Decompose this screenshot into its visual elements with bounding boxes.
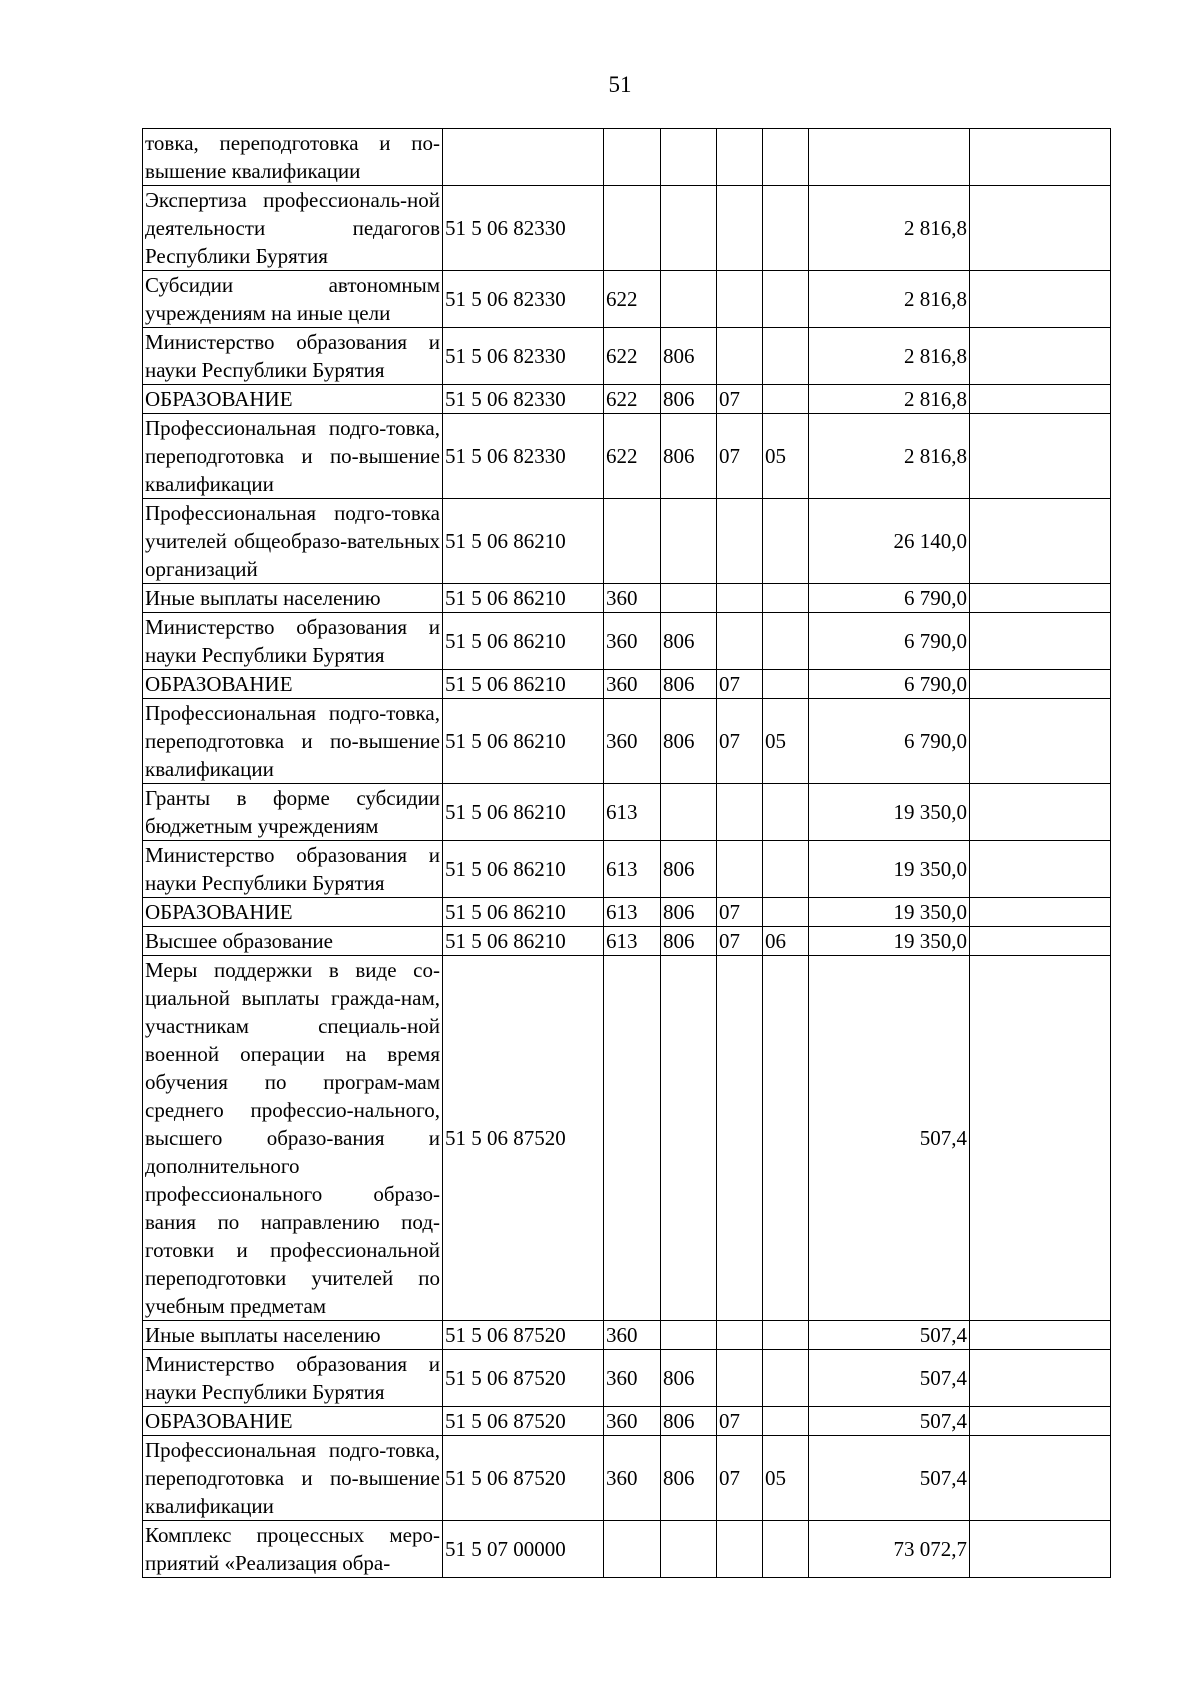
section-code: 07 [717, 1407, 763, 1436]
target-article-code: 51 5 06 86210 [443, 584, 604, 613]
table-row [143, 186, 1111, 271]
amount: 2 816,8 [809, 328, 970, 385]
amount: 2 816,8 [809, 414, 970, 499]
expense-type-code: 622 [604, 414, 661, 499]
subsection-code [763, 499, 809, 584]
administrator-code [661, 129, 717, 186]
extra-column [970, 613, 1111, 670]
amount: 2 816,8 [809, 186, 970, 271]
table-row [143, 1521, 1111, 1578]
amount: 2 816,8 [809, 385, 970, 414]
amount: 6 790,0 [809, 584, 970, 613]
extra-column [970, 1350, 1111, 1407]
expense-type-code: 360 [604, 613, 661, 670]
row-name: ОБРАЗОВАНИЕ [143, 898, 443, 927]
extra-column [970, 784, 1111, 841]
expense-type-code [604, 186, 661, 271]
subsection-code: 06 [763, 927, 809, 956]
subsection-code [763, 385, 809, 414]
amount: 507,4 [809, 1350, 970, 1407]
extra-column [970, 1321, 1111, 1350]
row-name: Министерство образования и науки Республики Бурятия [143, 613, 443, 670]
budget-table [142, 128, 1111, 1578]
subsection-code [763, 956, 809, 1321]
table-row [143, 898, 1111, 927]
amount: 19 350,0 [809, 927, 970, 956]
extra-column [970, 129, 1111, 186]
section-code: 07 [717, 414, 763, 499]
subsection-code [763, 613, 809, 670]
target-article-code: 51 5 06 86210 [443, 898, 604, 927]
section-code: 07 [717, 927, 763, 956]
table-row [143, 613, 1111, 670]
administrator-code: 806 [661, 898, 717, 927]
administrator-code [661, 186, 717, 271]
subsection-code [763, 1321, 809, 1350]
target-article-code: 51 5 06 87520 [443, 1321, 604, 1350]
expense-type-code: 613 [604, 898, 661, 927]
section-code [717, 1521, 763, 1578]
extra-column [970, 499, 1111, 584]
administrator-code [661, 956, 717, 1321]
row-name: товка, переподготовка и по-вышение квалификации [143, 129, 443, 186]
administrator-code [661, 1521, 717, 1578]
section-code [717, 271, 763, 328]
administrator-code [661, 784, 717, 841]
amount: 507,4 [809, 1436, 970, 1521]
expense-type-code: 360 [604, 699, 661, 784]
expense-type-code: 360 [604, 670, 661, 699]
target-article-code: 51 5 06 82330 [443, 328, 604, 385]
extra-column [970, 1407, 1111, 1436]
section-code [717, 956, 763, 1321]
administrator-code [661, 1321, 717, 1350]
target-article-code: 51 5 06 87520 [443, 1407, 604, 1436]
row-name: Иные выплаты населению [143, 1321, 443, 1350]
row-name: ОБРАЗОВАНИЕ [143, 670, 443, 699]
expense-type-code: 360 [604, 1407, 661, 1436]
target-article-code: 51 5 06 86210 [443, 699, 604, 784]
section-code [717, 784, 763, 841]
table-row [143, 1407, 1111, 1436]
target-article-code: 51 5 06 82330 [443, 414, 604, 499]
table-row [143, 956, 1111, 1321]
target-article-code: 51 5 06 82330 [443, 385, 604, 414]
extra-column [970, 186, 1111, 271]
target-article-code: 51 5 06 87520 [443, 1350, 604, 1407]
expense-type-code: 622 [604, 328, 661, 385]
section-code [717, 186, 763, 271]
row-name: Комплекс процессных меро-приятий «Реализация обра- [143, 1521, 443, 1578]
extra-column [970, 841, 1111, 898]
section-code: 07 [717, 898, 763, 927]
table-row [143, 670, 1111, 699]
administrator-code: 806 [661, 328, 717, 385]
row-name: Иные выплаты населению [143, 584, 443, 613]
budget-table-body [143, 129, 1111, 1578]
expense-type-code: 360 [604, 1436, 661, 1521]
expense-type-code [604, 956, 661, 1321]
administrator-code [661, 499, 717, 584]
amount: 2 816,8 [809, 271, 970, 328]
subsection-code [763, 186, 809, 271]
expense-type-code [604, 129, 661, 186]
extra-column [970, 670, 1111, 699]
table-row [143, 927, 1111, 956]
subsection-code: 05 [763, 1436, 809, 1521]
target-article-code: 51 5 06 86210 [443, 927, 604, 956]
amount: 19 350,0 [809, 841, 970, 898]
row-name: ОБРАЗОВАНИЕ [143, 1407, 443, 1436]
extra-column [970, 1436, 1111, 1521]
administrator-code: 806 [661, 1436, 717, 1521]
amount [809, 129, 970, 186]
row-name: Министерство образования и науки Республики Бурятия [143, 841, 443, 898]
extra-column [970, 328, 1111, 385]
subsection-code: 05 [763, 414, 809, 499]
amount: 507,4 [809, 1407, 970, 1436]
table-row [143, 584, 1111, 613]
section-code [717, 499, 763, 584]
subsection-code [763, 129, 809, 186]
section-code: 07 [717, 670, 763, 699]
table-row [143, 414, 1111, 499]
target-article-code: 51 5 06 86210 [443, 499, 604, 584]
expense-type-code: 622 [604, 271, 661, 328]
administrator-code: 806 [661, 927, 717, 956]
amount: 73 072,7 [809, 1521, 970, 1578]
extra-column [970, 584, 1111, 613]
subsection-code [763, 584, 809, 613]
amount: 507,4 [809, 956, 970, 1321]
section-code [717, 613, 763, 670]
extra-column [970, 898, 1111, 927]
table-row [143, 699, 1111, 784]
target-article-code [443, 129, 604, 186]
table-row [143, 1321, 1111, 1350]
target-article-code: 51 5 06 82330 [443, 271, 604, 328]
amount: 19 350,0 [809, 784, 970, 841]
table-row [143, 271, 1111, 328]
table-row [143, 129, 1111, 186]
amount: 6 790,0 [809, 699, 970, 784]
amount: 6 790,0 [809, 670, 970, 699]
subsection-code [763, 271, 809, 328]
row-name: Высшее образование [143, 927, 443, 956]
row-name: Министерство образования и науки Республики Бурятия [143, 328, 443, 385]
row-name: Гранты в форме субсидии бюджетным учреждениям [143, 784, 443, 841]
extra-column [970, 956, 1111, 1321]
section-code [717, 841, 763, 898]
section-code [717, 1321, 763, 1350]
amount: 26 140,0 [809, 499, 970, 584]
subsection-code [763, 841, 809, 898]
section-code [717, 328, 763, 385]
table-row [143, 841, 1111, 898]
target-article-code: 51 5 06 86210 [443, 784, 604, 841]
subsection-code [763, 328, 809, 385]
administrator-code: 806 [661, 670, 717, 699]
amount: 19 350,0 [809, 898, 970, 927]
administrator-code: 806 [661, 1407, 717, 1436]
table-row [143, 328, 1111, 385]
expense-type-code: 622 [604, 385, 661, 414]
target-article-code: 51 5 06 87520 [443, 1436, 604, 1521]
administrator-code: 806 [661, 613, 717, 670]
section-code: 07 [717, 385, 763, 414]
expense-type-code [604, 499, 661, 584]
extra-column [970, 385, 1111, 414]
administrator-code [661, 271, 717, 328]
row-name: Министерство образования и науки Республики Бурятия [143, 1350, 443, 1407]
table-row [143, 385, 1111, 414]
expense-type-code: 360 [604, 584, 661, 613]
section-code [717, 129, 763, 186]
section-code [717, 584, 763, 613]
subsection-code [763, 1521, 809, 1578]
target-article-code: 51 5 06 86210 [443, 613, 604, 670]
extra-column [970, 1521, 1111, 1578]
row-name: Субсидии автономным учреждениям на иные цели [143, 271, 443, 328]
expense-type-code: 360 [604, 1350, 661, 1407]
row-name: Экспертиза профессиональ-ной деятельности педагогов Республики Бурятия [143, 186, 443, 271]
target-article-code: 51 5 07 00000 [443, 1521, 604, 1578]
extra-column [970, 927, 1111, 956]
target-article-code: 51 5 06 86210 [443, 841, 604, 898]
expense-type-code: 360 [604, 1321, 661, 1350]
row-name: Профессиональная подго-товка, переподготовка и по-вышение квалификации [143, 414, 443, 499]
administrator-code: 806 [661, 841, 717, 898]
administrator-code [661, 584, 717, 613]
amount: 6 790,0 [809, 613, 970, 670]
subsection-code [763, 784, 809, 841]
subsection-code: 05 [763, 699, 809, 784]
row-name: ОБРАЗОВАНИЕ [143, 385, 443, 414]
subsection-code [763, 898, 809, 927]
section-code: 07 [717, 1436, 763, 1521]
target-article-code: 51 5 06 86210 [443, 670, 604, 699]
table-row [143, 1436, 1111, 1521]
table-row [143, 1350, 1111, 1407]
page-number: 51 [608, 72, 632, 97]
target-article-code: 51 5 06 82330 [443, 186, 604, 271]
subsection-code [763, 670, 809, 699]
expense-type-code: 613 [604, 841, 661, 898]
administrator-code: 806 [661, 1350, 717, 1407]
expense-type-code [604, 1521, 661, 1578]
subsection-code [763, 1407, 809, 1436]
extra-column [970, 414, 1111, 499]
row-name: Меры поддержки в виде со-циальной выплаты гражда-нам, участникам специаль-ной военной операции на время обучения по програм-мам среднего профессио-нального, высшего образо-вания и дополнительного профессионального образо-вания по направлению под-готовки и профессиональной переподготовки учителей по учебным предметам [143, 956, 443, 1321]
administrator-code: 806 [661, 385, 717, 414]
expense-type-code: 613 [604, 927, 661, 956]
expense-type-code: 613 [604, 784, 661, 841]
row-name: Профессиональная подго-товка учителей общеобразо-вательных организаций [143, 499, 443, 584]
table-row [143, 784, 1111, 841]
row-name: Профессиональная подго-товка, переподготовка и по-вышение квалификации [143, 1436, 443, 1521]
section-code [717, 1350, 763, 1407]
table-row [143, 499, 1111, 584]
row-name: Профессиональная подго-товка, переподготовка и по-вышение квалификации [143, 699, 443, 784]
administrator-code: 806 [661, 414, 717, 499]
subsection-code [763, 1350, 809, 1407]
extra-column [970, 271, 1111, 328]
extra-column [970, 699, 1111, 784]
administrator-code: 806 [661, 699, 717, 784]
amount: 507,4 [809, 1321, 970, 1350]
section-code: 07 [717, 699, 763, 784]
target-article-code: 51 5 06 87520 [443, 956, 604, 1321]
